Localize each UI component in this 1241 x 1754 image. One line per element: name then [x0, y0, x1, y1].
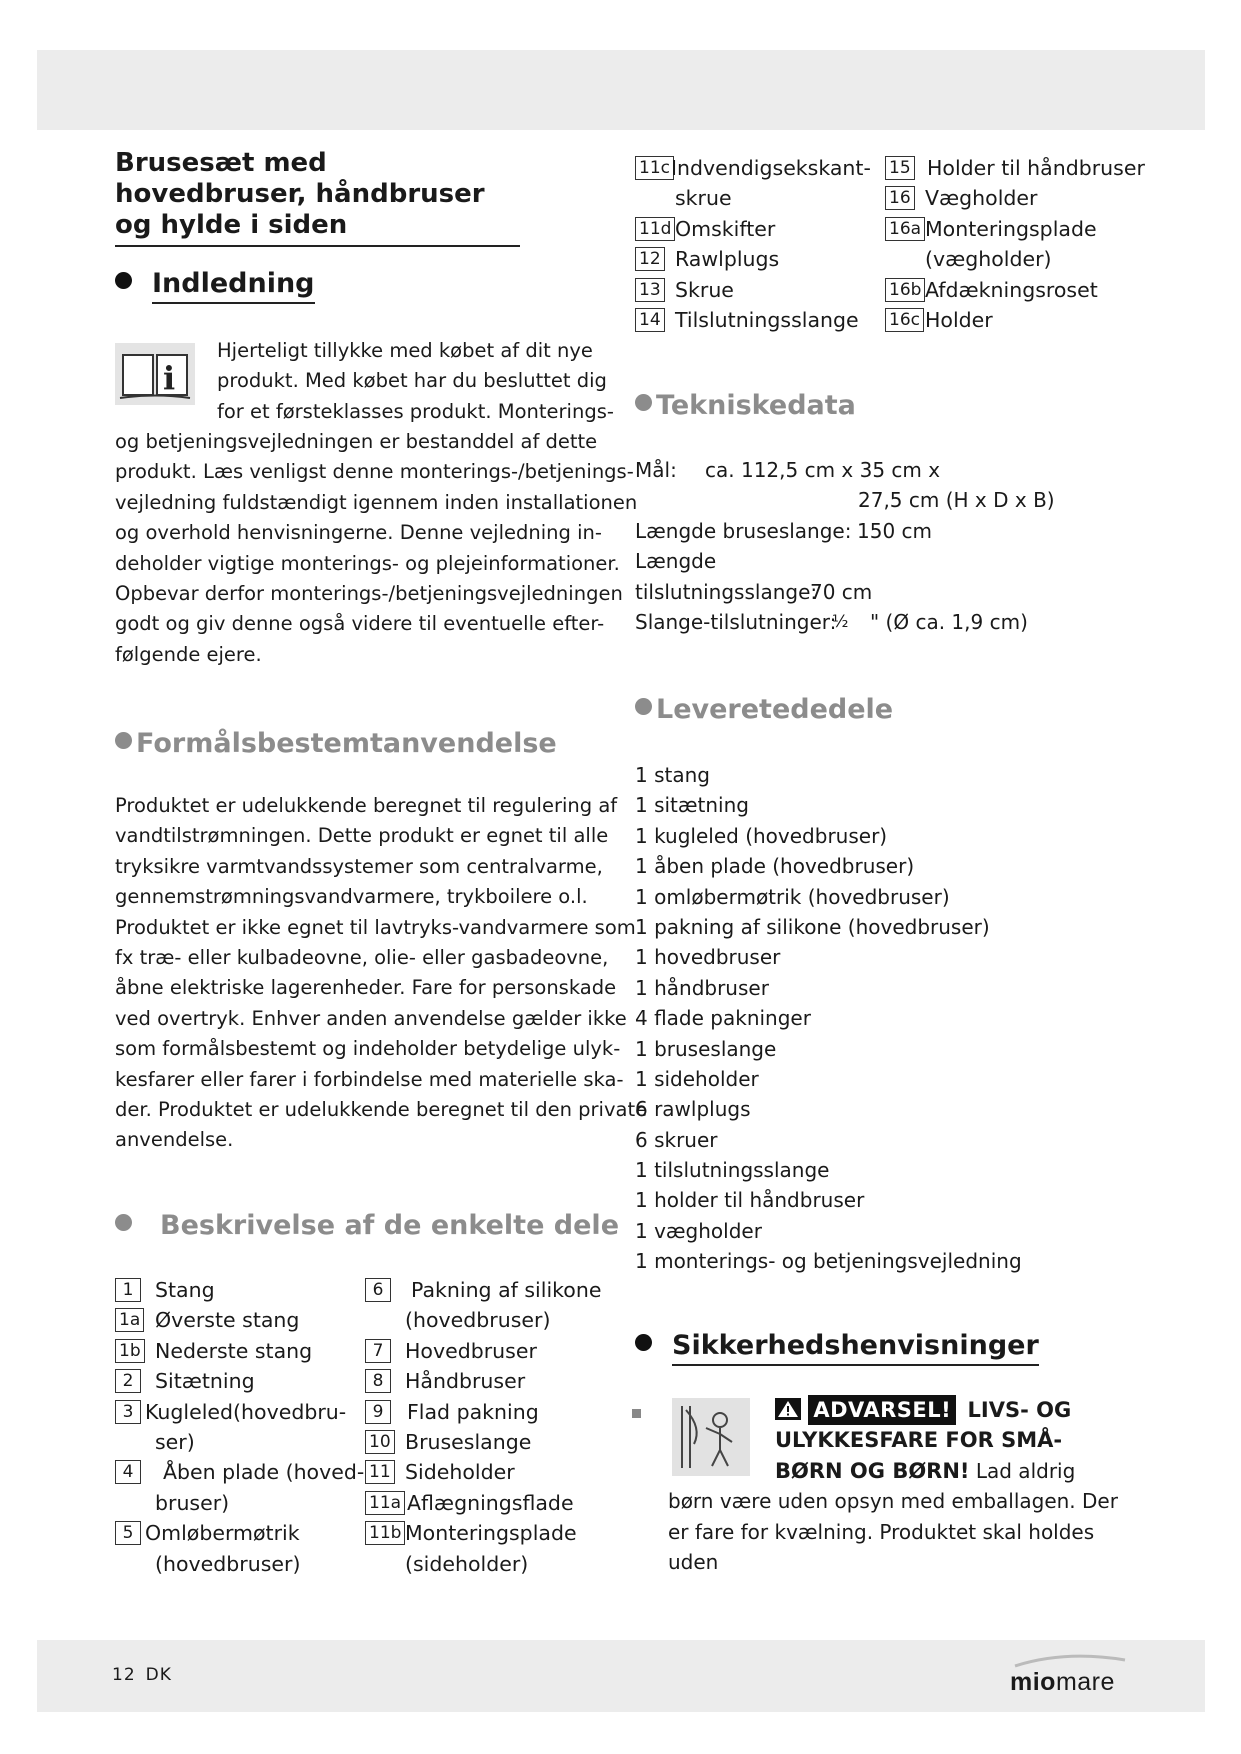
- tech-row: [635, 485, 1055, 515]
- list-item: 1 pakning af silikone (hovedbruser): [635, 914, 990, 939]
- list-item: 1 monterings- og betjeningsvejledning: [635, 1249, 1022, 1274]
- list-item: 1 bruseslange: [635, 1036, 777, 1061]
- list-item: 1 holder til håndbruser: [635, 1188, 865, 1213]
- delivered-list: [635, 760, 1022, 1277]
- bullet-icon: [635, 394, 652, 411]
- tech-value: " (Ø ca. 1,9 cm): [870, 609, 1028, 634]
- warning-line: er fare for kvælning. Produktet skal holdes uden: [668, 1519, 1095, 1575]
- text-line: og betjeningsvejledningen er bestanddel af dette: [115, 430, 598, 453]
- list-item: 1 stang: [635, 763, 710, 787]
- text-line: Hjerteligt tillykke med købet af dit nye: [217, 339, 593, 362]
- text-line: følgende ejere.: [115, 642, 262, 666]
- text-line: kesfarer eller farer i forbindelse med materielle ska-: [115, 1067, 624, 1091]
- tech-value: 70 cm: [810, 579, 873, 604]
- tech-value: 27,5 cm (H x D x B): [858, 488, 1055, 513]
- square-bullet-icon: [632, 1409, 641, 1418]
- warning-text: LIVS- OG: [967, 1398, 1072, 1422]
- text-line: gennemstrømningsvandvarmere, trykboilere o.l.: [115, 885, 588, 909]
- text-line: der. Produktet er udelukkende beregnet til den private: [115, 1098, 648, 1122]
- bullet-icon: [115, 732, 132, 749]
- tech-label: Slange-tilslutninger:: [635, 609, 837, 634]
- list-item: 6 skruer: [635, 1127, 718, 1152]
- purpose-paragraph: [115, 791, 647, 1156]
- warning-badge: ADVARSEL!: [808, 1395, 956, 1425]
- bullet-icon: [115, 272, 132, 289]
- tech-row: [635, 577, 873, 607]
- heading-purpose: Formålsbestemtanvendelse: [115, 728, 557, 759]
- text-line: åbne elektriske lagerenheder. Fare for personskade: [115, 976, 617, 1000]
- bullet-icon: [635, 698, 652, 715]
- text-line: Opbevar derfor monterings-/betjeningsvejledningen: [115, 582, 623, 606]
- logo-swoosh-icon: [1010, 1650, 1130, 1670]
- tech-value: ca. 112,5 cm x 35 cm x: [705, 458, 941, 482]
- header-band: [37, 50, 1205, 130]
- list-item: 1 sitætning: [635, 793, 749, 818]
- warning-text: Lad aldrig: [975, 1459, 1076, 1483]
- warning-body: [668, 1456, 1118, 1578]
- bullet-icon: [635, 1334, 652, 1351]
- warning-line: børn være uden opsyn med emballagen. Der: [668, 1489, 1118, 1514]
- text-line: og overhold henvisningerne. Denne vejledning in-: [115, 521, 602, 545]
- page-number: 12 DK: [112, 1665, 172, 1685]
- list-item: 1 sideholder: [635, 1066, 759, 1091]
- tech-fraction: ½: [832, 611, 849, 632]
- list-item: 1 kugleled (hovedbruser): [635, 823, 888, 848]
- text-line: anvendelse.: [115, 1128, 234, 1152]
- bullet-icon: [115, 1214, 132, 1231]
- tech-label: tilslutningsslange:: [635, 579, 818, 604]
- heading-intro: Indledning: [115, 268, 315, 299]
- text-line: produkt. Med købet har du besluttet dig: [217, 369, 607, 393]
- warning-line: [775, 1395, 1071, 1425]
- intro-paragraph: [115, 427, 637, 670]
- tech-row: [635, 546, 851, 576]
- warning-heading: [775, 1395, 1071, 1456]
- info-book-icon: [115, 343, 195, 405]
- list-item: 1 omløbermøtrik (hovedbruser): [635, 884, 950, 909]
- list-item: 1 åben plade (hovedbruser): [635, 854, 915, 879]
- text-line: fx træ- eller kulbadeovne, olie- eller gasbadeovne,: [115, 946, 609, 970]
- tech-label: Længde bruseslange:: [635, 518, 852, 543]
- tech-label: Mål:: [635, 458, 677, 482]
- heading-tech: Tekniskedata: [635, 390, 856, 421]
- list-item: 1 vægholder: [635, 1218, 762, 1243]
- warning-text: BØRN OG BØRN!: [775, 1459, 970, 1483]
- page-title: Brusesæt med hovedbruser, håndbruser og hylde i siden: [115, 148, 520, 247]
- text-line: Produktet er ikke egnet til lavtryks-vandvarmere som: [115, 915, 636, 939]
- tech-label: Længde: [635, 549, 717, 574]
- text-line: tryksikre varmtvandssystemer som centralvarme,: [115, 854, 603, 878]
- heading-delivered: Leveretededele: [635, 694, 893, 725]
- text-line: som formålsbestemt og indeholder betydelige ulyk-: [115, 1037, 621, 1061]
- text-line: deholder vigtige monterings- og plejeinformationer.: [115, 551, 620, 575]
- heading-safety: Sikkerhedshenvisninger: [635, 1330, 1039, 1361]
- tech-row: [635, 607, 1028, 637]
- text-line: godt og giv denne også videre til eventuelle efter-: [115, 612, 605, 636]
- text-line: for et førsteklasses produkt. Monterings-: [217, 399, 614, 423]
- brand-logo: [1010, 1650, 1130, 1700]
- text-line: vandtilstrømningen. Dette produkt er egnet til alle: [115, 824, 609, 848]
- svg-text:i: i: [163, 359, 176, 397]
- list-item: 1 tilslutningsslange: [635, 1158, 830, 1183]
- tech-row: [635, 455, 941, 485]
- list-item: 6 rawlplugs: [635, 1097, 751, 1122]
- intro-indented: [217, 336, 614, 427]
- tech-value: 150 cm: [857, 518, 933, 543]
- tech-data: [635, 455, 1055, 637]
- tech-row: [635, 516, 933, 546]
- list-item: 4 flade pakninger: [635, 1006, 811, 1031]
- warning-line: ULYKKESFARE FOR SMÅ-: [775, 1428, 1063, 1453]
- heading-parts: Beskrivelse af de enkelte dele: [115, 1210, 619, 1241]
- list-item: 1 hovedbruser: [635, 945, 781, 970]
- text-line: Produktet er udelukkende beregnet til regulering af: [115, 794, 618, 817]
- text-line: produkt. Læs venligst denne monterings-/betjenings-: [115, 460, 634, 484]
- text-line: ved overtryk. Enhver anden anvendelse gælder ikke: [115, 1006, 627, 1030]
- warning-triangle-icon: [775, 1398, 801, 1420]
- brand-wordmark: miomare: [1010, 1668, 1115, 1696]
- text-line: vejledning fuldstændigt igennem inden installationen: [115, 490, 638, 514]
- list-item: 1 håndbruser: [635, 975, 769, 1000]
- warning-line: [668, 1456, 1118, 1486]
